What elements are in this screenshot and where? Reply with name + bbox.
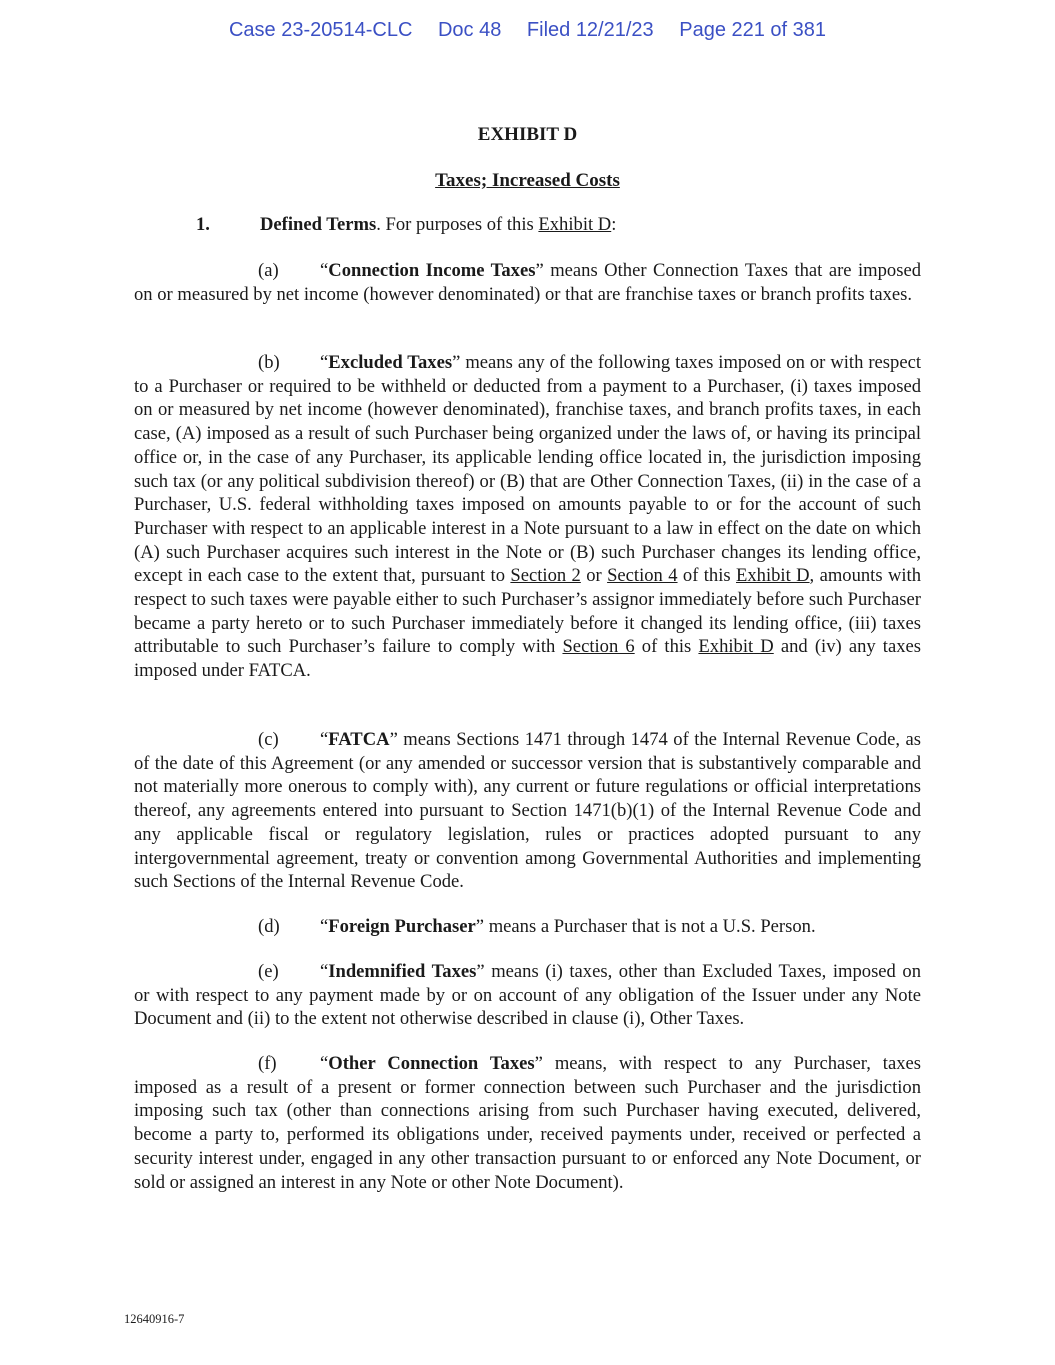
paragraph-text: , amounts with respect to such taxes were payable either to such Purchaser’s assignor immediately before such Purchaser became a party hereto or to such Purchaser immediately before it changed its lending office, (iii) taxes attributable to such Purchaser’s failure to comply with (134, 565, 922, 658)
section-4-link[interactable]: Section 4 (607, 565, 678, 587)
section-number: 1. (196, 214, 210, 235)
paragraph-text: means Other Connection Taxes that are imposed on or measured by net income (however denominated) or that are franchise taxes or branch profits taxes. (134, 260, 921, 305)
paragraph-label: (a) (258, 260, 279, 281)
quote-open: “ (320, 729, 329, 750)
defined-term: Foreign Purchaser (328, 916, 476, 937)
defined-term: Excluded Taxes (328, 352, 453, 373)
exhibit-title: EXHIBIT D (477, 124, 578, 145)
filing-header (0, 19, 1055, 42)
paragraph-text: or (580, 565, 608, 587)
section-heading: Defined Terms (260, 214, 377, 235)
exhibit-d-link[interactable]: Exhibit D (698, 636, 774, 658)
section-text-end: : (611, 214, 617, 235)
quote-open: “ (320, 260, 329, 281)
paragraph-text: of this (634, 636, 699, 658)
paragraph-label: (c) (258, 729, 279, 750)
paragraph-text: of this (677, 565, 736, 587)
defined-term: Connection Income Taxes (328, 260, 536, 281)
doc-number: Doc 48 (437, 19, 502, 41)
exhibit-subtitle: Taxes; Increased Costs (435, 170, 620, 191)
quote-open: “ (320, 1053, 329, 1074)
paragraph-text: means Sections 1471 through 1474 of the Internal Revenue Code, as of the date of this Agreement (or any amended or successor version that is substantively comparable and not materially more onerous to comply with), any current or future regulations or official interpretations thereof, any agreements entered into pursuant to Section 1471(b)(1) of the Internal Revenue Code and any applicable fiscal or regulatory legislation, rules or practices adopted pursuant to any intergovernmental agreement, treaty or convention among Governmental Authorities and implementing such Sections of the Internal Revenue Code. (134, 729, 921, 893)
quote-close: ” (452, 352, 461, 373)
quote-open: “ (320, 961, 329, 982)
quote-close: ” (535, 260, 544, 281)
section-6-link[interactable]: Section 6 (562, 636, 635, 658)
paragraph-b (134, 351, 921, 683)
case-number: Case 23-20514-CLC (228, 19, 413, 41)
defined-term: Indemnified Taxes (328, 961, 477, 982)
quote-open: “ (320, 352, 329, 373)
paragraph-c (134, 728, 921, 894)
paragraph-text: and (iv) any taxes imposed under FATCA. (134, 636, 921, 682)
paragraph-label: (e) (258, 961, 279, 982)
paragraph-label: (f) (258, 1053, 277, 1074)
defined-term: FATCA (328, 729, 390, 750)
paragraph-text: means (i) taxes, other than Excluded Taxes, imposed on or with respect to any payment made by or on account of any obligation of the Issuer under any Note Document and (ii) to the extent not otherwise described in clause (i), Other Taxes. (134, 961, 921, 1030)
quote-close: ” (534, 1053, 543, 1074)
exhibit-d-link[interactable]: Exhibit D (538, 214, 612, 235)
section-1-defined-terms (134, 213, 921, 237)
paragraph-e (134, 960, 921, 1031)
paragraph-f (134, 1052, 921, 1194)
exhibit-d-link[interactable]: Exhibit D (736, 565, 810, 587)
paragraph-text: means any of the following taxes imposed on or with respect to a Purchaser or required to be withheld or deducted from a payment to a Purchaser, (i) taxes imposed on or measured by net income (however denominated), franchise taxes, and branch profits taxes, in each case, (A) imposed as a result of such Purchaser being organized under the laws of, or having its principal office or, in the case of any Purchaser, its applicable lending office located in, the jurisdiction imposing such tax (or any political subdivision thereof) or (B) that are Other Connection Taxes, (ii) in the case of a Purchaser, U.S. federal withholding taxes imposed on amounts payable to or for the account of such Purchaser with respect to an applicable interest in a Note pursuant to a law in effect on the date on which (A) such Purchaser acquires such interest in the Note or (B) such Purchaser changes its lending office, except in each case to the extent that, pursuant to (134, 352, 922, 587)
paragraph-text: means a Purchaser that is not a U.S. Person. (484, 916, 816, 937)
section-2-link[interactable]: Section 2 (510, 565, 581, 587)
defined-term: Other Connection Taxes (328, 1053, 535, 1074)
paragraph-a (134, 259, 921, 306)
paragraph-label: (d) (258, 916, 280, 937)
paragraph-d (134, 915, 921, 939)
quote-close: ” (475, 916, 485, 937)
section-text: . For purposes of this (376, 214, 539, 235)
document-id-footer: 12640916-7 (124, 1312, 185, 1326)
paragraph-text: means, with respect to any Purchaser, taxes imposed as a result of a present or former connection between such Purchaser and the jurisdiction imposing such tax (other than connections arising from such Purchaser having executed, delivered, become a party to, performed its obligations under, received payments under, received or perfected a security interest under, engaged in any other transaction pursuant to or enforced any Note Document, or sold or assigned an interest in any Note or other Note Document). (134, 1053, 921, 1193)
filed-date: Filed 12/21/23 (526, 19, 654, 41)
page-number: Page 221 of 381 (679, 19, 827, 41)
paragraph-label: (b) (258, 352, 280, 373)
quote-open: “ (320, 916, 329, 937)
quote-close: ” (476, 961, 485, 982)
quote-close: ” (389, 729, 398, 750)
